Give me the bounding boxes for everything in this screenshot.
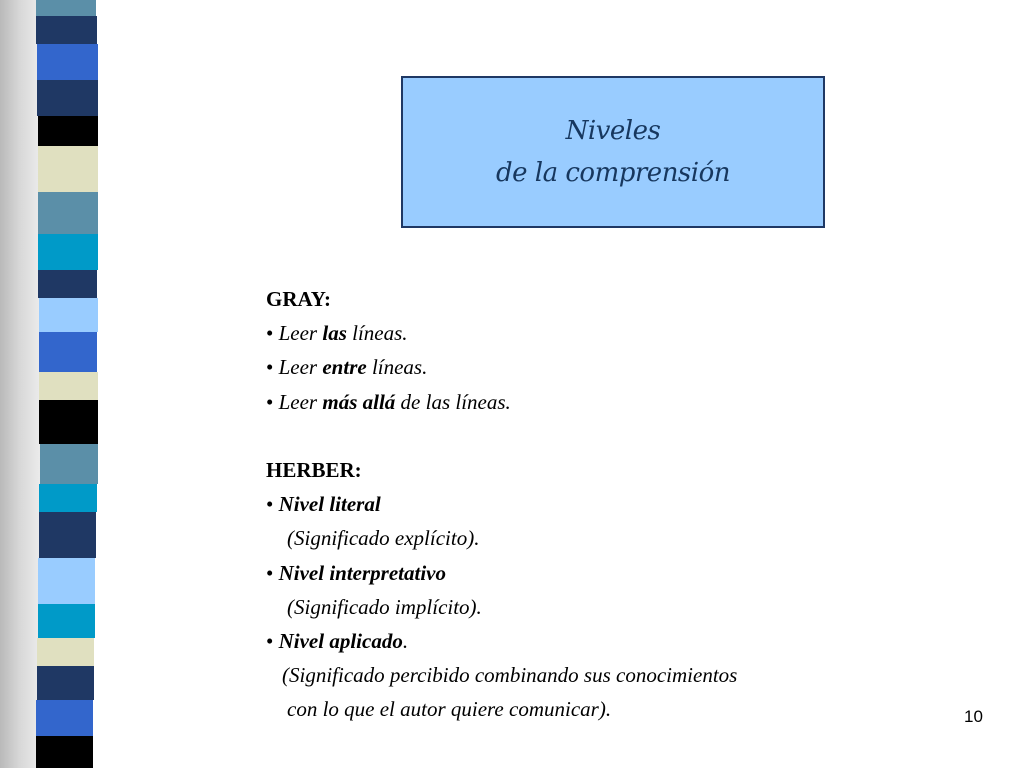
herber-item-1: [266, 487, 737, 521]
herber-item-2-desc: (Significado implícito).: [287, 594, 482, 619]
stripe-band: [36, 0, 96, 16]
stripe-band: [36, 16, 97, 44]
stripe-band: [36, 700, 93, 736]
herber-item-label: Nivel aplicado: [278, 628, 403, 653]
bullet: •: [266, 355, 279, 380]
page-number: 10: [964, 707, 983, 726]
title-line-2: de la comprensión: [495, 158, 730, 188]
stripe-band: [38, 558, 95, 604]
gray-item-text: Leer: [278, 321, 323, 346]
stripe-band: [37, 44, 98, 80]
stripe-band: [37, 638, 94, 666]
title-line-1: Niveles: [565, 116, 661, 146]
stripe-band: [38, 146, 98, 192]
stripe-band: [37, 80, 98, 116]
stripe-band: [38, 116, 98, 146]
body-text: [266, 282, 737, 726]
decorative-stripe-bar: [30, 0, 110, 768]
blank-line: [266, 419, 737, 453]
gray-item-emphasis: las: [322, 321, 347, 346]
gray-item-text: líneas.: [366, 355, 428, 380]
herber-item-2: [266, 556, 737, 590]
bullet: •: [266, 560, 279, 585]
bullet: •: [266, 389, 279, 414]
gray-item-text: de las líneas.: [395, 389, 511, 414]
stripe-band: [36, 736, 93, 768]
stripe-band: [38, 270, 97, 298]
gray-item-text: líneas.: [346, 321, 408, 346]
title-box: [401, 76, 825, 228]
gray-item-1: [266, 316, 737, 350]
stripe-band: [39, 332, 97, 372]
stripe-band: [37, 666, 94, 700]
stripe-band: [38, 192, 98, 234]
bullet: •: [266, 492, 279, 517]
herber-heading: HERBER:: [266, 457, 362, 482]
herber-item-1-desc: (Significado explícito).: [287, 526, 480, 551]
bullet: •: [266, 321, 279, 346]
stripe-band: [40, 444, 98, 484]
herber-item-label: Nivel literal: [278, 492, 381, 517]
gray-item-text: Leer: [278, 355, 323, 380]
herber-item-suffix: .: [402, 628, 409, 653]
herber-item-3-desc-cont: con lo que el autor quiere comunicar).: [287, 697, 612, 722]
stripe-band: [38, 604, 95, 638]
bullet: •: [266, 628, 279, 653]
gray-item-2: [266, 350, 737, 384]
stripe-band: [39, 484, 97, 512]
stripe-band: [39, 372, 98, 400]
stripe-band: [39, 400, 98, 444]
gray-item-text: Leer: [278, 389, 323, 414]
gray-item-3: [266, 385, 737, 419]
stripe-band: [38, 234, 98, 270]
herber-item-3-desc: (Significado percibido combinando sus conocimientos: [282, 663, 738, 688]
herber-item-label: Nivel interpretativo: [278, 560, 446, 585]
gray-item-emphasis: más allá: [322, 389, 396, 414]
herber-item-3: [266, 624, 737, 658]
gray-heading: GRAY:: [266, 287, 331, 311]
gray-item-emphasis: entre: [322, 355, 367, 380]
stripe-band: [39, 298, 98, 332]
stripe-band: [39, 512, 96, 558]
